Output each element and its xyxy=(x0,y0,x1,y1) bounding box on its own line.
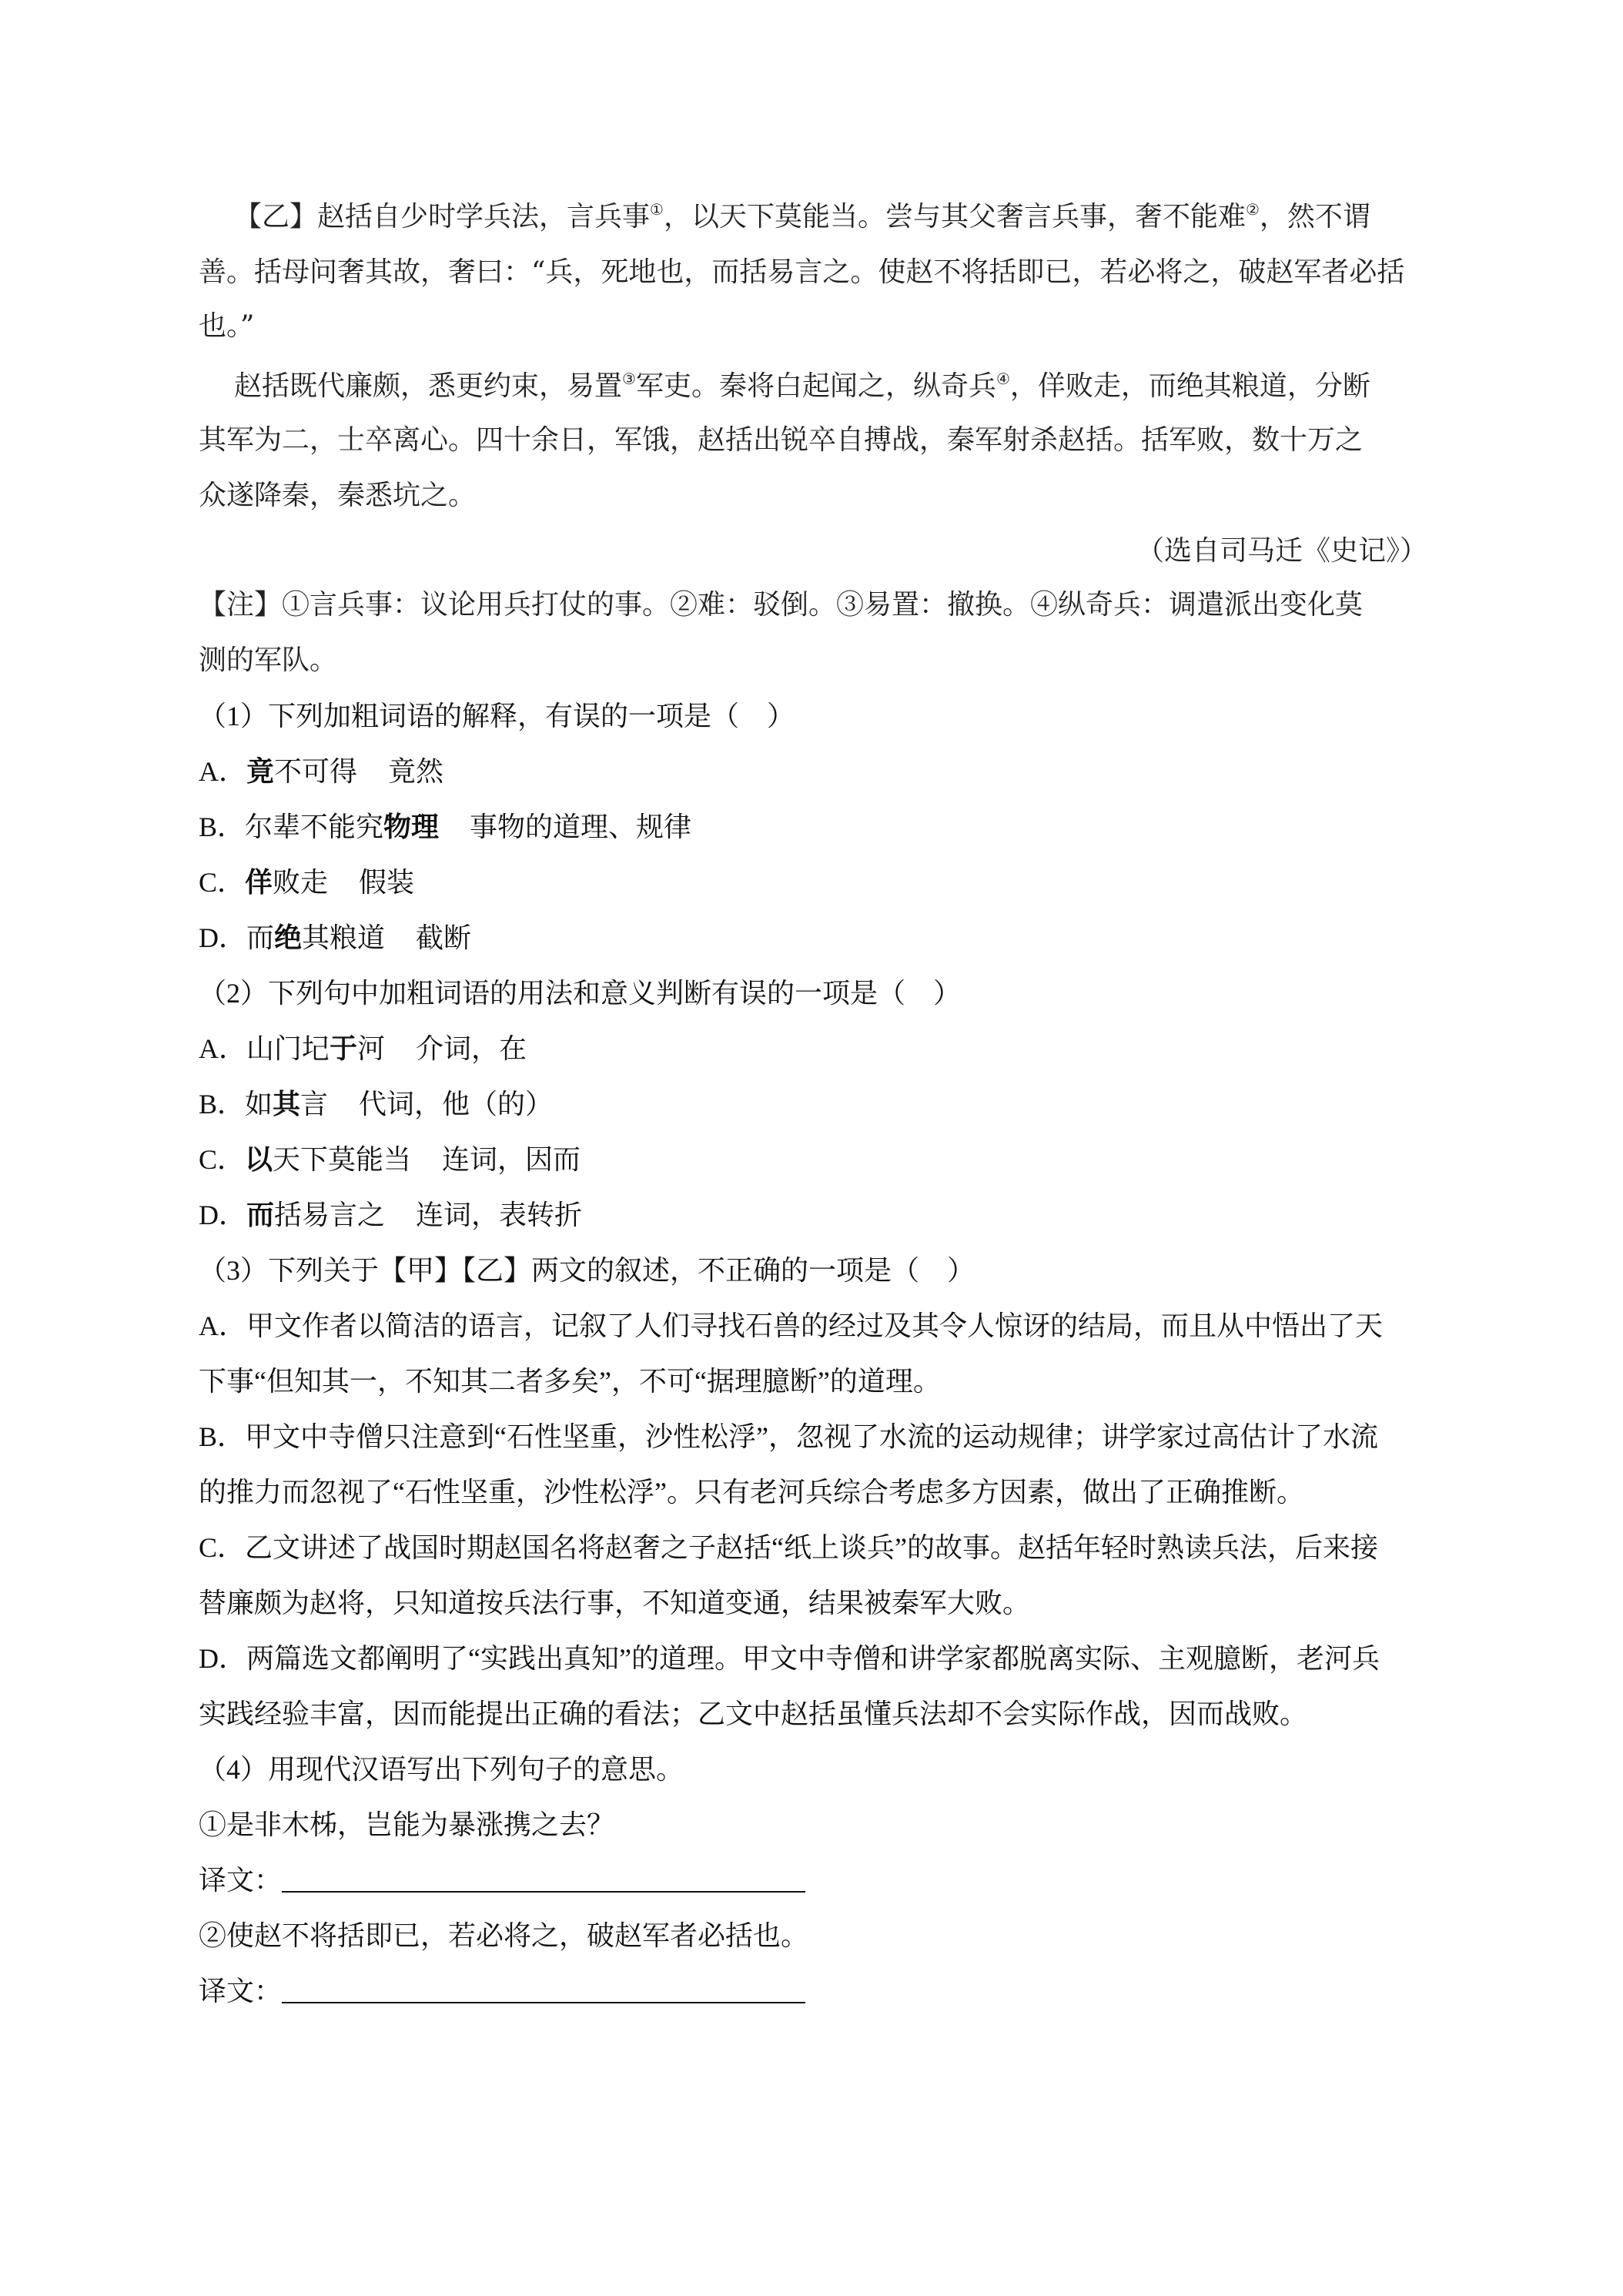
q3-option-d-line2: 实践经验丰富，因而能提出正确的看法；乙文中赵括虽懂兵法却不会实际作战，因而战败。 xyxy=(199,1699,1308,1729)
q4-translation-1: 译文： xyxy=(199,1862,1431,1902)
footnote-marker: ① xyxy=(650,200,664,219)
q4-sentence-1: ①是非木柹，岂能为暴涨携之去？ xyxy=(199,1809,615,1840)
q1-option-c: C．佯败走 假装 xyxy=(199,867,415,898)
q2-option-d: D．而括易言之 连词，表转折 xyxy=(199,1200,583,1230)
q3-option-b-line2: 的推力而忽视了“石性坚重，沙性松浮”。只有老河兵综合考虑多方因素，做出了正确推断。 xyxy=(199,1477,1304,1508)
q2-option-b: B．如其言 代词，他（的） xyxy=(199,1089,554,1120)
q4-stem: （4）用现代汉语写出下列句子的意思。 xyxy=(199,1754,684,1785)
answer-blank-2[interactable] xyxy=(282,1976,805,2003)
q2-option-a: A．山门圮于河 介词，在 xyxy=(199,1033,527,1064)
q3-option-c-line2: 替廉颇为赵将，只知道按兵法行事，不知道变通，结果被秦军大败。 xyxy=(199,1588,1031,1618)
passage-yi-para1-line2: 善。括母问奢其故，奢曰：“兵，死地也，而括易言之。使赵不将括即已，若必将之，破赵军者必括 xyxy=(199,256,1405,288)
q3-option-a-line1: A．甲文作者以简洁的语言，记叙了人们寻找石兽的经过及其令人惊讶的结局，而且从中悟出了天 xyxy=(199,1310,1383,1341)
passage-yi-para2-line3: 众遂降秦，秦悉坑之。 xyxy=(199,480,477,511)
q2-option-c: C．以天下莫能当 连词，因而 xyxy=(199,1144,581,1175)
passage-yi-para1-line1: 【乙】赵括自少时学兵法，言兵事①，以天下莫能当。尝与其父奢言兵事，奢不能难②，然不谓 xyxy=(234,200,1370,233)
passage-source: （选自司马迁《史记》） xyxy=(1136,535,1427,567)
passage-yi-para2-line1: 赵括既代廉颇，悉更约束，易置③军吏。秦将白起闻之，纵奇兵④，佯败走，而绝其粮道，分断 xyxy=(234,370,1370,402)
q1-stem: （1）下列加粗词语的解释，有误的一项是（ ） xyxy=(199,701,795,731)
q1-option-a: A．竟不可得 竟然 xyxy=(199,756,444,787)
notes-line2: 测的军队。 xyxy=(199,644,338,676)
passage-yi-para2-line2: 其军为二，士卒离心。四十余日，军饿，赵括出锐卒自搏战，秦军射杀赵括。括军败，数十万之 xyxy=(199,424,1364,456)
answer-blank-1[interactable] xyxy=(282,1865,805,1893)
q4-translation-2: 译文： xyxy=(199,1973,1431,2013)
q1-option-d: D．而绝其粮道 截断 xyxy=(199,922,472,953)
q3-option-b-line1: B．甲文中寺僧只注意到“石性坚重，沙性松浮”，忽视了水流的运动规律；讲学家过高估计了水流 xyxy=(199,1421,1378,1452)
q3-stem: （3）下列关于【甲】【乙】两文的叙述，不正确的一项是（ ） xyxy=(199,1255,975,1286)
footnote-marker: ③ xyxy=(622,370,636,388)
footnote-marker: ② xyxy=(1245,200,1260,219)
passage-yi-para1-line3: 也。” xyxy=(199,310,255,342)
q3-option-a-line2: 下事“但知其一，不知其二者多矣”，不可“据理臆断”的道理。 xyxy=(199,1366,941,1397)
q3-option-c-line1: C．乙文讲述了战国时期赵国名将赵奢之子赵括“纸上谈兵”的故事。赵括年轻时熟读兵法，后来接 xyxy=(199,1532,1378,1563)
q3-option-d-line1: D．两篇选文都阐明了“实践出真知”的道理。甲文中寺僧和讲学家都脱离实际、主观臆断，老河兵 xyxy=(199,1643,1380,1674)
q2-stem: （2）下列句中加粗词语的用法和意义判断有误的一项是（ ） xyxy=(199,978,962,1009)
notes-line1: 【注】①言兵事：议论用兵打仗的事。②难：驳倒。③易置：撤换。④纵奇兵：调遣派出变化莫 xyxy=(199,589,1364,621)
q1-option-b: B．尔辈不能究物理 事物的道理、规律 xyxy=(199,812,692,842)
q4-sentence-2: ②使赵不将括即已，若必将之，破赵军者必括也。 xyxy=(199,1920,809,1951)
footnote-marker: ④ xyxy=(996,370,1010,388)
passage-tag: 【乙】 xyxy=(234,201,318,233)
